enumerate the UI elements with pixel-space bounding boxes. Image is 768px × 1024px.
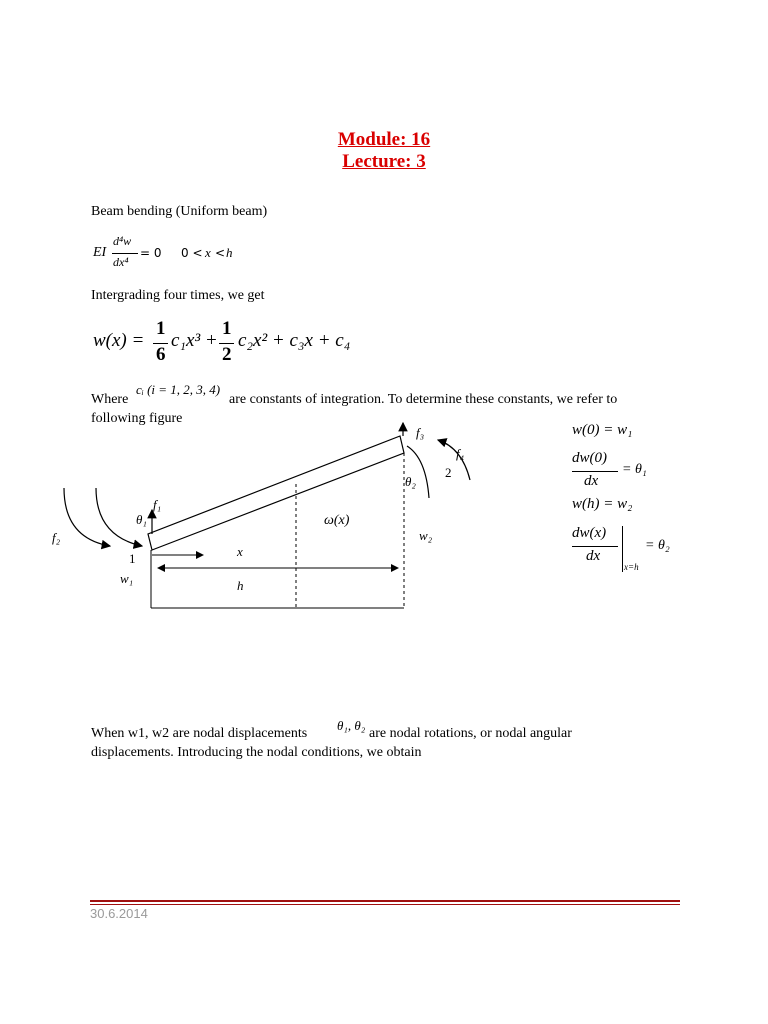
eq2-term2: c₂x² + c₃x + c₄ xyxy=(238,330,351,351)
beam-figure xyxy=(40,418,480,618)
condition-dw0-den: dx xyxy=(584,473,599,489)
nodal-text-b: are nodal rotations, or nodal angular xyxy=(369,726,572,741)
module-title: Module: 16 xyxy=(337,129,431,150)
f2-moment-arc-outer xyxy=(64,488,110,546)
condition-dwx-bar xyxy=(572,546,618,547)
eq2-frac2-num: 1 xyxy=(222,318,232,339)
nodal-text-line2: displacements. Introducing the nodal conditions, we obtain xyxy=(91,745,422,760)
label-f2: f₂ xyxy=(52,530,61,545)
eq2-frac1-den: 6 xyxy=(156,344,166,365)
condition-dw0-bar xyxy=(572,471,618,472)
condition-dw0-rhs: = θ₁ xyxy=(622,462,647,477)
label-omega: ω(x) xyxy=(324,513,350,528)
eq1-numerator: d⁴w xyxy=(113,234,132,248)
where-symbol: cᵢ (i = 1, 2, 3, 4) xyxy=(136,382,221,397)
equation-beam xyxy=(91,234,291,274)
footer-date: 30.6.2014 xyxy=(90,906,148,921)
where-line2: following figure xyxy=(91,411,183,426)
condition-w0: w(0) = w₁ xyxy=(572,422,633,438)
f4-moment-arc-right xyxy=(438,440,470,480)
beam-element xyxy=(148,436,404,550)
eq2-frac1-num: 1 xyxy=(156,318,166,339)
label-node1: 1 xyxy=(129,551,136,566)
eq1-rhs: = 0 xyxy=(140,246,162,260)
label-h: h xyxy=(237,578,244,593)
footer-rule-bottom xyxy=(90,904,680,905)
eq1-denominator: dx⁴ xyxy=(113,255,129,269)
f4-moment-arc-left xyxy=(407,446,429,498)
condition-dwx-num: dw(x) xyxy=(572,525,607,541)
condition-eval-point: x=h xyxy=(624,562,639,572)
eq1-fraction-bar xyxy=(112,253,138,254)
boundary-conditions xyxy=(570,420,710,580)
where-rest: are constants of integration. To determine these constants, we refer to xyxy=(229,392,618,407)
label-x: x xyxy=(237,544,243,559)
condition-dw0-num: dw(0) xyxy=(572,450,607,466)
condition-eval-bar xyxy=(622,526,623,572)
eq2-lhs: w(x) = xyxy=(93,330,145,351)
nodal-symbols: θ₁, θ₂ xyxy=(337,718,366,733)
lecture-title: Lecture: 3 xyxy=(342,151,426,172)
integrating-text: Intergrading four times, we get xyxy=(91,288,265,303)
label-f1: f₁ xyxy=(153,497,162,512)
eq1-ei: EI xyxy=(93,245,107,260)
condition-wh: w(h) = w₂ xyxy=(572,496,633,512)
footer-rule-top xyxy=(90,900,680,902)
eq1-domain-right: h xyxy=(226,245,233,260)
eq2-frac2-den: 2 xyxy=(222,344,232,365)
equation-deflection xyxy=(91,318,411,370)
nodal-text-a: When w1, w2 are nodal displacements xyxy=(91,726,308,741)
eq1-domain-var: x xyxy=(205,245,211,260)
eq2-term1: c₁x³ + xyxy=(171,330,218,351)
label-theta2: θ₂ xyxy=(405,474,416,489)
where-label: Where xyxy=(91,392,129,407)
label-f3: f₃ xyxy=(416,425,425,440)
condition-dwx-den: dx xyxy=(586,548,601,564)
eq1-domain-mid: < xyxy=(215,246,226,260)
eq1-domain-left: 0 < xyxy=(181,246,203,260)
label-f4: f₄ xyxy=(456,446,465,461)
intro-text: Beam bending (Uniform beam) xyxy=(91,204,268,219)
condition-dwx-rhs: = θ₂ xyxy=(645,538,670,553)
label-theta1: θ₁ xyxy=(136,512,147,527)
label-node2: 2 xyxy=(445,465,452,480)
label-w2: w₂ xyxy=(419,528,433,543)
label-w1: w₁ xyxy=(120,571,134,586)
